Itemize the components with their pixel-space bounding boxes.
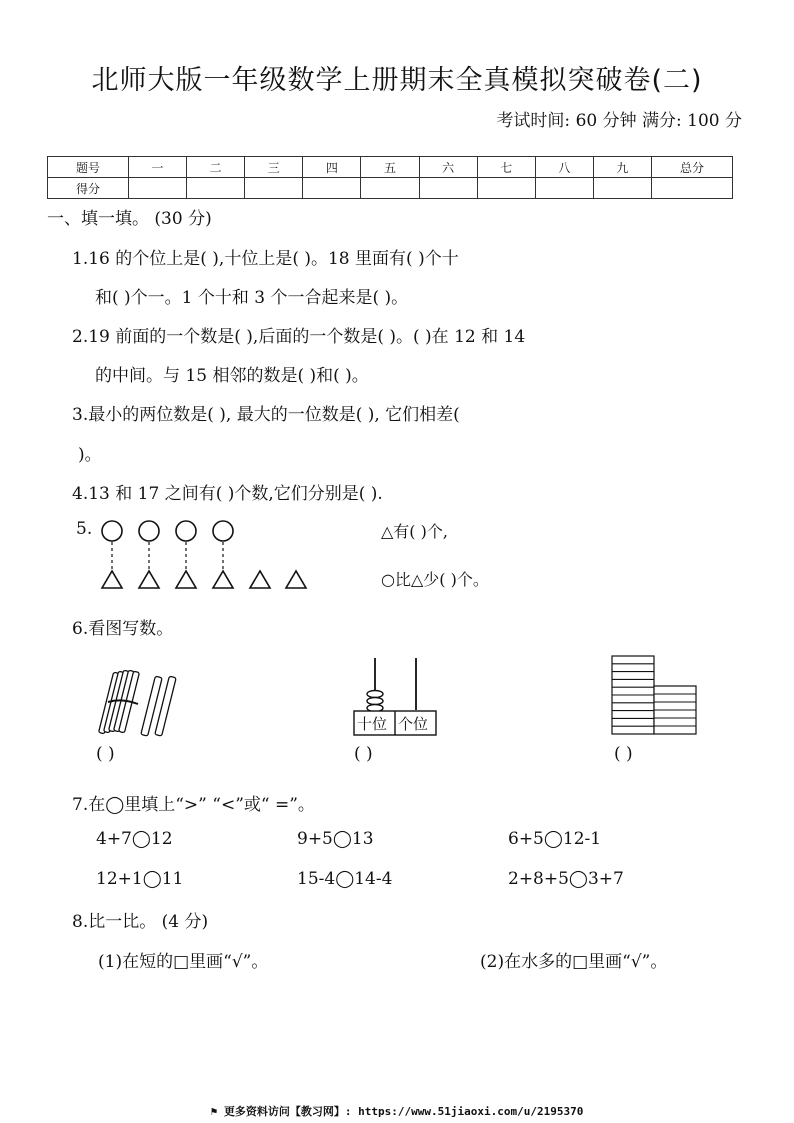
exam-info: 考试时间: 60 分钟 满分: 100 分 — [496, 111, 742, 131]
score-cell-input[interactable] — [652, 178, 733, 199]
score-cell-input[interactable] — [361, 178, 419, 199]
score-cell-input[interactable] — [303, 178, 361, 199]
circle-shape — [139, 521, 159, 541]
circle-shape — [176, 521, 196, 541]
triangle-shape — [139, 571, 159, 588]
blocks-picture — [612, 656, 698, 736]
score-cell-input[interactable] — [419, 178, 477, 199]
score-cell-header: 五 — [361, 157, 419, 178]
compare-item: 2+8+5◯3+7 — [508, 869, 624, 889]
score-table — [47, 156, 733, 199]
question-5-triangle-count: △有( )个, — [381, 522, 448, 541]
question-3-line-2: )。 — [78, 445, 102, 465]
compare-item: 4+7◯12 — [96, 829, 173, 849]
score-cell-input[interactable] — [477, 178, 535, 199]
triangle-shape — [213, 571, 233, 588]
score-cell-input[interactable] — [129, 178, 187, 199]
answer-blank-sticks[interactable]: ( ) — [96, 744, 115, 764]
sticks-bundle-picture — [100, 668, 180, 740]
footer-link[interactable]: ⚑ 更多资料访问【教习网】: https://www.51jiaoxi.com/u/2195370 — [210, 1105, 584, 1118]
score-cell-input[interactable] — [593, 178, 651, 199]
triangle-shape — [286, 571, 306, 588]
triangle-shape — [102, 571, 122, 588]
score-cell-input[interactable] — [245, 178, 303, 199]
score-cell-header: 九 — [593, 157, 651, 178]
question-1-line-1: 1.16 的个位上是( ),十位上是( )。18 里面有( )个十 — [72, 249, 459, 269]
triangle-shape — [176, 571, 196, 588]
score-table-header-row — [48, 157, 733, 178]
score-table-score-row — [48, 178, 733, 199]
score-row-label: 得分 — [48, 178, 129, 199]
score-cell-header: 三 — [245, 157, 303, 178]
score-cell-header: 八 — [535, 157, 593, 178]
question-2-line-1: 2.19 前面的一个数是( ),后面的一个数是( )。( )在 12 和 14 — [72, 327, 526, 347]
question-6: 6.看图写数。 — [72, 619, 174, 639]
score-cell-header: 题号 — [48, 157, 129, 178]
question-8-part-1: (1)在短的□里画“√”。 — [98, 952, 269, 972]
score-cell-header: 七 — [477, 157, 535, 178]
question-5-number: 5. — [76, 519, 93, 539]
page-title: 北师大版一年级数学上册期末全真模拟突破卷(二) — [91, 65, 703, 96]
score-cell-input[interactable] — [535, 178, 593, 199]
compare-item: 6+5◯12-1 — [508, 829, 602, 849]
triangle-shape — [250, 571, 270, 588]
score-cell-input[interactable] — [187, 178, 245, 199]
compare-item: 9+5◯13 — [297, 829, 374, 849]
score-cell-header: 一 — [129, 157, 187, 178]
score-cell-header: 六 — [419, 157, 477, 178]
abacus-tens-label: 十位 — [357, 715, 388, 733]
question-2-line-2: 的中间。与 15 相邻的数是( )和( )。 — [95, 366, 369, 386]
circle-shape — [213, 521, 233, 541]
compare-item: 12+1◯11 — [96, 869, 184, 889]
question-8-part-2: (2)在水多的□里画“√”。 — [480, 952, 668, 972]
compare-item: 15-4◯14-4 — [297, 869, 393, 889]
answer-blank-abacus[interactable]: ( ) — [354, 744, 373, 764]
question-1-line-2: 和( )个一。1 个十和 3 个一合起来是( )。 — [95, 288, 409, 308]
question-4: 4.13 和 17 之间有( )个数,它们分别是( ). — [72, 484, 383, 504]
score-cell-header: 二 — [187, 157, 245, 178]
question-8: 8.比一比。 (4 分) — [72, 912, 209, 932]
answer-blank-blocks[interactable]: ( ) — [614, 744, 633, 764]
section-heading: 一、填一填。 (30 分) — [47, 209, 212, 229]
circles-triangles-figure — [96, 518, 316, 596]
question-7: 7.在◯里填上“>” “<”或“ =”。 — [72, 795, 315, 815]
abacus-ones-label: 个位 — [398, 715, 429, 733]
circle-shape — [102, 521, 122, 541]
question-5-compare: ○比△少( )个。 — [381, 570, 489, 589]
score-cell-header: 总分 — [652, 157, 733, 178]
score-cell-header: 四 — [303, 157, 361, 178]
question-3-line-1: 3.最小的两位数是( ), 最大的一位数是( ), 它们相差( — [72, 405, 460, 425]
